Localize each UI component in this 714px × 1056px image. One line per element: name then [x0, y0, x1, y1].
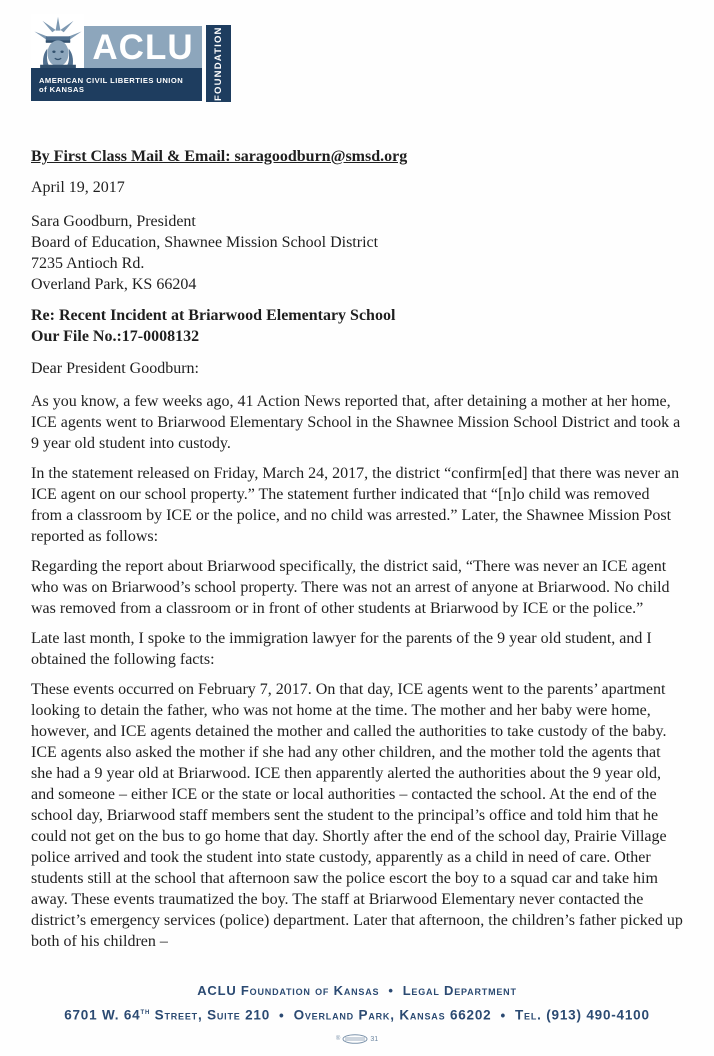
footer-address-line	[0, 1001, 714, 1026]
recipient-org: Board of Education, Shawnee Mission School District	[31, 234, 379, 251]
footer-telephone: Tel. (913) 490-4100	[515, 1007, 650, 1023]
footer-org-name: ACLU Foundation of Kansas	[197, 983, 380, 998]
letter-date: April 19, 2017	[31, 179, 125, 196]
delivery-method-line: By First Class Mail & Email: saragoodburn@smsd.org	[31, 148, 408, 165]
paragraph-district-statement: In the statement released on Friday, March 24, 2017, the district “confirm[ed] that there was never an ICE agent on our school property.” The statement further indicated that “[n]o child was removed from a classroom by ICE or the police, and no child was arrested.” Later, the Shawnee Mission Post reported as follows:	[31, 465, 680, 545]
aclu-org-bar	[31, 68, 202, 101]
paragraph-lawyer-intro: Late last month, I spoke to the immigration lawyer for the parents of the 9 year old student, and I obtained the following facts:	[31, 630, 652, 668]
aclu-acronym: ACLU	[84, 26, 202, 68]
footer-street-rest: Street, Suite 210	[150, 1007, 271, 1023]
footer-street: 6701 W. 64	[64, 1007, 141, 1023]
statue-of-liberty-icon	[31, 14, 84, 68]
letterhead-footer	[0, 981, 714, 1050]
footer-street-ordinal: th	[140, 1007, 151, 1016]
union-bug	[0, 1029, 714, 1050]
registered-mark-icon: ®	[335, 1035, 341, 1042]
aclu-org-line2: of KANSAS	[39, 84, 85, 94]
aclu-logo-top-row	[31, 14, 202, 68]
union-bug-number: 31	[370, 1035, 379, 1043]
footer-city: Overland Park, Kansas 66202	[293, 1007, 492, 1023]
re-subject-line: Re: Recent Incident at Briarwood Elementary School	[31, 307, 396, 324]
aclu-logo	[31, 14, 684, 102]
paragraph-news-report: As you know, a few weeks ago, 41 Action News reported that, after detaining a mother at her home, ICE agents went to Briarwood Elementary School in the Shawnee Mission School District and took a 9 year old student into custody.	[31, 393, 681, 452]
re-file-number: Our File No.:17-0008132	[31, 328, 200, 345]
footer-bullet-icon: •	[500, 1007, 507, 1023]
blockquote-district-quote: Regarding the report about Briarwood specifically, the district said, “There was never an ICE agent who was on Briarwood’s school property. There was not an arrest of anyone at Briarwood. No child was removed from a classroom or in front of other students at Briarwood by ICE or the police.”	[31, 558, 670, 617]
salutation: Dear President Goodburn:	[31, 360, 199, 377]
recipient-city: Overland Park, KS 66204	[31, 276, 197, 293]
footer-bullet-icon: •	[388, 983, 394, 998]
recipient-street: 7235 Antioch Rd.	[31, 255, 145, 272]
footer-dept: Legal Department	[402, 983, 517, 998]
recipient-address-block	[31, 211, 684, 295]
footer-bullet-icon: •	[279, 1007, 285, 1023]
paragraph-facts: These events occurred on February 7, 2017. On that day, ICE agents went to the parents’ apartment looking to detain the father, who was not home at the time. The mother and her baby were home, however, and ICE agents detained the mother and called the authorities to take custody of the baby. ICE agents also asked the mother if she had any other children, and the mother told the agents that she had a 9 year old at Briarwood. ICE then apparently alerted the authorities about the 9 year old, and someone – either ICE or the state or local authorities – contacted the school. At the end of the school day, Briarwood staff members sent the student to the principal’s office and told him that he could not get on the bus to go home that day. Shortly after the end of the school day, Prairie Village police arrived and took the student into state custody, apparently as a child in need of care. Other students still at the school that afternoon saw the police escort the boy to a squad car and take him away. These events traumatized the boy. The staff at Briarwood Elementary never contacted the district’s emergency services (police) department. Later that afternoon, the children’s father picked up both of his children –	[31, 681, 683, 950]
footer-org-line	[0, 981, 714, 1001]
recipient-name: Sara Goodburn, President	[31, 213, 196, 230]
aclu-logo-main	[31, 14, 202, 101]
re-subject-block	[31, 305, 684, 347]
union-bug-icon	[342, 1034, 368, 1044]
aclu-org-line1: AMERICAN CIVIL LIBERTIES UNION	[39, 75, 184, 85]
aclu-foundation-bar: FOUNDATION	[206, 25, 231, 102]
